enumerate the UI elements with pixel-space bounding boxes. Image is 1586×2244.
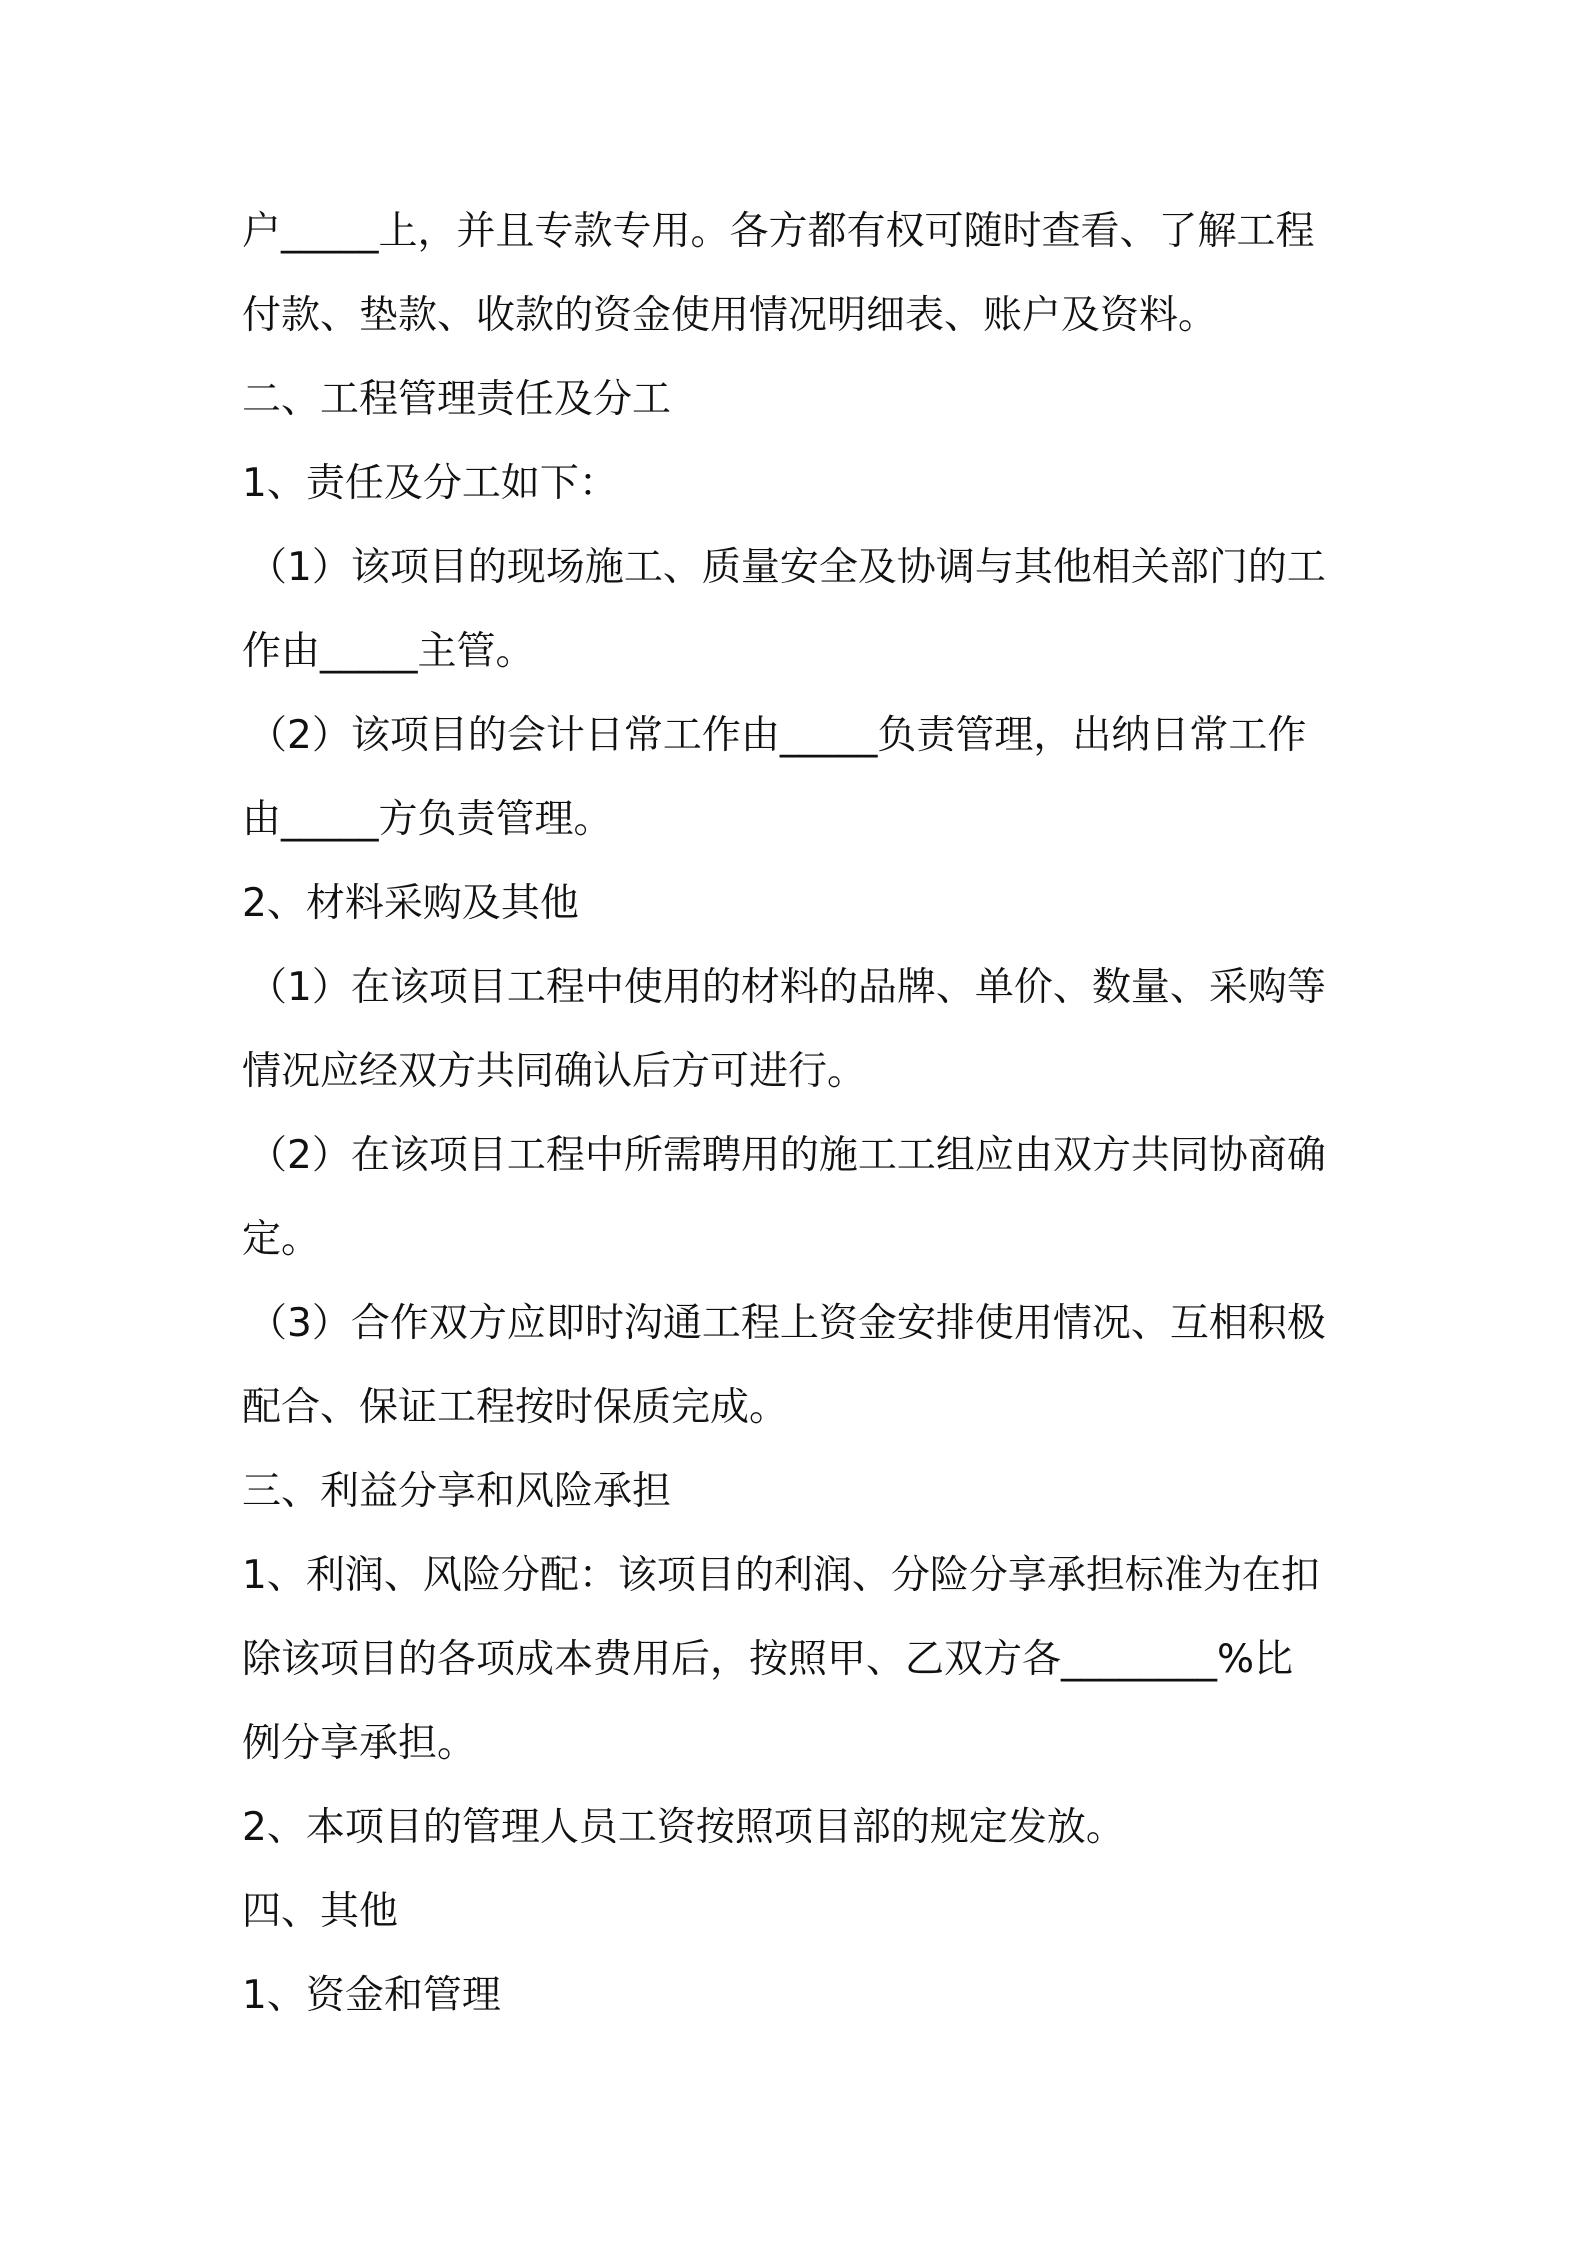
text-line: （1）在该项目工程中使用的材料的品牌、单价、数量、采购等 (248, 965, 1326, 1010)
section-heading: 二、工程管理责任及分工 (242, 377, 672, 422)
text-line: 1、利润、风险分配：该项目的利润、分险分享承担标准为在扣 (242, 1553, 1320, 1598)
text-line: （1）该项目的现场施工、质量安全及协调与其他相关部门的工 (248, 545, 1326, 590)
text-line: 除该项目的各项成本费用后，按照甲、乙双方各________%比 (242, 1637, 1294, 1682)
text-line: 付款、垫款、收款的资金使用情况明细表、账户及资料。 (242, 293, 1218, 338)
document-page (242, 190, 1362, 2038)
text-line: 情况应经双方共同确认后方可进行。 (242, 1049, 867, 1094)
text-line: （2）该项目的会计日常工作由_____负责管理，出纳日常工作 (248, 713, 1307, 758)
text-line: 作由_____主管。 (242, 629, 535, 674)
subsection-heading: 1、责任及分工如下： (242, 461, 618, 506)
text-line: 户_____上，并且专款专用。各方都有权可随时查看、了解工程 (242, 209, 1315, 254)
subsection-heading: 2、材料采购及其他 (242, 881, 579, 926)
text-line: 由_____方负责管理。 (242, 797, 613, 842)
text-line: （3）合作双方应即时沟通工程上资金安排使用情况、互相积极 (248, 1301, 1326, 1346)
text-line: 配合、保证工程按时保质完成。 (242, 1385, 789, 1430)
text-line: 例分享承担。 (242, 1721, 477, 1766)
text-line: 定。 (242, 1217, 321, 1262)
text-line: 2、本项目的管理人员工资按照项目部的规定发放。 (242, 1805, 1125, 1850)
text-line: （2）在该项目工程中所需聘用的施工工组应由双方共同协商确 (248, 1133, 1326, 1178)
subsection-heading: 1、资金和管理 (242, 1973, 501, 2018)
section-heading: 四、其他 (242, 1889, 399, 1934)
section-heading: 三、利益分享和风险承担 (242, 1469, 672, 1514)
